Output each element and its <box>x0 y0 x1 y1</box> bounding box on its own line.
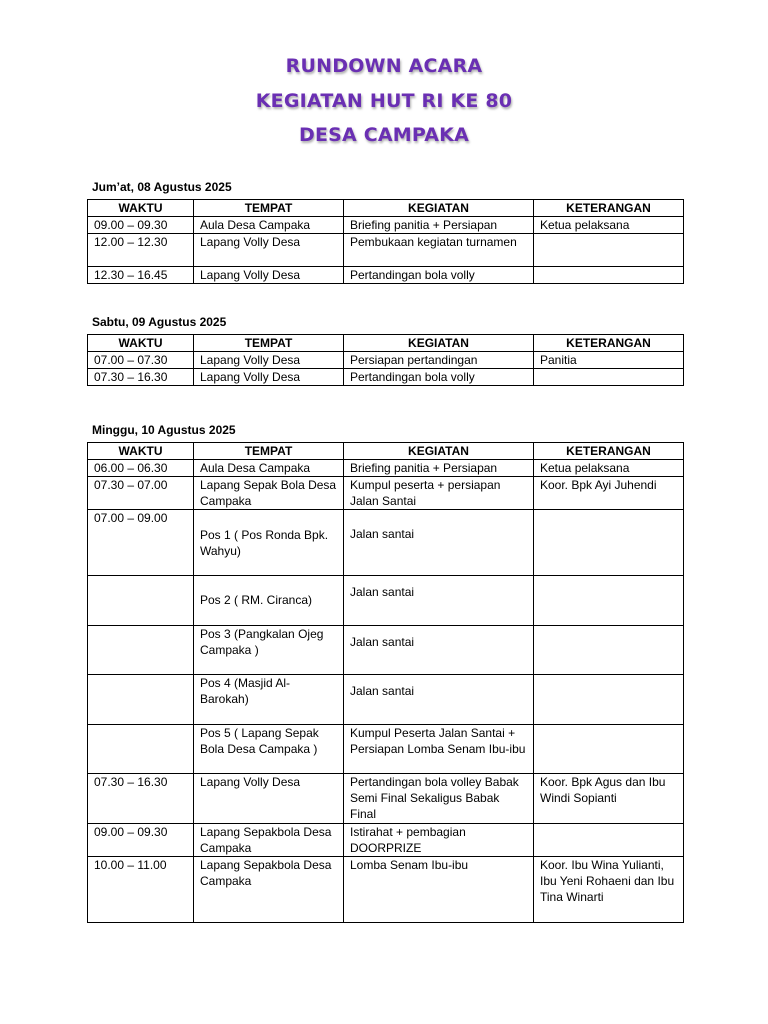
cell-kegiatan: Pertandingan bola volly <box>344 369 534 386</box>
cell-tempat: Pos 2 ( RM. Ciranca) <box>194 576 344 626</box>
cell-waktu: 07.30 – 16.30 <box>88 369 194 386</box>
table-row <box>88 460 684 477</box>
cell-kegiatan: Lomba Senam Ibu-ibu <box>344 857 534 923</box>
cell-tempat: Aula Desa Campaka <box>194 460 344 477</box>
cell-keterangan <box>534 369 684 386</box>
day-1-table <box>87 199 684 284</box>
table-row <box>88 675 684 725</box>
table-row <box>88 369 684 386</box>
cell-kegiatan: Jalan santai <box>344 510 534 576</box>
cell-waktu: 12.30 – 16.45 <box>88 267 194 284</box>
cell-kegiatan: Briefing panitia + Persiapan <box>344 460 534 477</box>
cell-keterangan <box>534 675 684 725</box>
cell-kegiatan: Istirahat + pembagian DOORPRIZE <box>344 824 534 857</box>
table-header-row <box>88 443 684 460</box>
cell-tempat: Lapang Volly Desa <box>194 234 344 267</box>
cell-waktu: 07.00 – 09.00 <box>88 510 194 576</box>
cell-keterangan: Koor. Ibu Wina Yulianti, Ibu Yeni Rohaeni dan Ibu Tina Winarti <box>534 857 684 923</box>
table-row <box>88 725 684 774</box>
cell-keterangan: Koor. Bpk Ayi Juhendi <box>534 477 684 510</box>
header-keterangan: KETERANGAN <box>534 200 684 217</box>
table-row <box>88 510 684 576</box>
cell-keterangan <box>534 510 684 576</box>
cell-waktu: 09.00 – 09.30 <box>88 217 194 234</box>
cell-kegiatan: Briefing panitia + Persiapan <box>344 217 534 234</box>
header-tempat: TEMPAT <box>194 335 344 352</box>
cell-keterangan <box>534 824 684 857</box>
cell-waktu <box>88 576 194 626</box>
header-tempat: TEMPAT <box>194 443 344 460</box>
header-keterangan: KETERANGAN <box>534 335 684 352</box>
cell-kegiatan: Jalan santai <box>344 626 534 675</box>
cell-tempat: Pos 3 (Pangkalan Ojeg Campaka ) <box>194 626 344 675</box>
cell-tempat: Lapang Sepakbola Desa Campaka <box>194 857 344 923</box>
cell-tempat: Pos 4 (Masjid Al-Barokah) <box>194 675 344 725</box>
cell-kegiatan: Jalan santai <box>344 675 534 725</box>
cell-waktu: 09.00 – 09.30 <box>88 824 194 857</box>
cell-keterangan: Panitia <box>534 352 684 369</box>
cell-waktu: 07.30 – 16.30 <box>88 774 194 824</box>
cell-kegiatan: Pertandingan bola volly <box>344 267 534 284</box>
cell-waktu <box>88 675 194 725</box>
cell-keterangan: Ketua pelaksana <box>534 460 684 477</box>
cell-tempat: Lapang Sepakbola Desa Campaka <box>194 824 344 857</box>
cell-kegiatan: Pertandingan bola volley Babak Semi Final Sekaligus Babak Final <box>344 774 534 824</box>
cell-kegiatan: Kumpul Peserta Jalan Santai + Persiapan Lomba Senam Ibu-ibu <box>344 725 534 774</box>
cell-keterangan: Ketua pelaksana <box>534 217 684 234</box>
table-row <box>88 217 684 234</box>
cell-keterangan <box>534 267 684 284</box>
cell-waktu <box>88 725 194 774</box>
cell-keterangan: Koor. Bpk Agus dan Ibu Windi Sopianti <box>534 774 684 824</box>
cell-kegiatan: Pembukaan kegiatan turnamen <box>344 234 534 267</box>
header-waktu: WAKTU <box>88 200 194 217</box>
day-1-date: Jum’at, 08 Agustus 2025 <box>92 180 232 194</box>
table-row <box>88 234 684 267</box>
header-kegiatan: KEGIATAN <box>344 200 534 217</box>
cell-kegiatan: Kumpul peserta + persiapan Jalan Santai <box>344 477 534 510</box>
cell-waktu: 12.00 – 12.30 <box>88 234 194 267</box>
cell-tempat: Lapang Volly Desa <box>194 774 344 824</box>
cell-tempat: Lapang Sepak Bola Desa Campaka <box>194 477 344 510</box>
cell-waktu: 07.00 – 07.30 <box>88 352 194 369</box>
table-row <box>88 857 684 923</box>
cell-waktu: 06.00 – 06.30 <box>88 460 194 477</box>
header-kegiatan: KEGIATAN <box>344 335 534 352</box>
day-2-table <box>87 334 684 386</box>
table-row <box>88 774 684 824</box>
cell-waktu: 10.00 – 11.00 <box>88 857 194 923</box>
cell-kegiatan: Persiapan pertandingan <box>344 352 534 369</box>
table-row <box>88 824 684 857</box>
title-line-1: RUNDOWN ACARA <box>285 55 483 77</box>
table-row <box>88 352 684 369</box>
table-row <box>88 267 684 284</box>
day-3-date: Minggu, 10 Agustus 2025 <box>92 423 236 437</box>
cell-keterangan <box>534 626 684 675</box>
header-keterangan: KETERANGAN <box>534 443 684 460</box>
cell-tempat: Lapang Volly Desa <box>194 267 344 284</box>
day-3-table <box>87 442 684 923</box>
title-line-3: DESA CAMPAKA <box>298 124 470 146</box>
table-header-row <box>88 200 684 217</box>
header-tempat: TEMPAT <box>194 200 344 217</box>
day-2-date: Sabtu, 09 Agustus 2025 <box>92 315 227 329</box>
cell-kegiatan: Jalan santai <box>344 576 534 626</box>
header-kegiatan: KEGIATAN <box>344 443 534 460</box>
cell-tempat: Lapang Volly Desa <box>194 352 344 369</box>
cell-tempat: Lapang Volly Desa <box>194 369 344 386</box>
table-row <box>88 626 684 675</box>
title-line-2: KEGIATAN HUT RI KE 80 <box>255 90 513 112</box>
header-waktu: WAKTU <box>88 335 194 352</box>
cell-tempat: Pos 1 ( Pos Ronda Bpk. Wahyu) <box>194 510 344 576</box>
cell-waktu: 07.30 – 07.00 <box>88 477 194 510</box>
table-row <box>88 477 684 510</box>
cell-keterangan <box>534 234 684 267</box>
header-waktu: WAKTU <box>88 443 194 460</box>
cell-tempat: Aula Desa Campaka <box>194 217 344 234</box>
cell-keterangan <box>534 576 684 626</box>
table-row <box>88 576 684 626</box>
cell-tempat: Pos 5 ( Lapang Sepak Bola Desa Campaka ) <box>194 725 344 774</box>
table-header-row <box>88 335 684 352</box>
cell-waktu <box>88 626 194 675</box>
cell-keterangan <box>534 725 684 774</box>
